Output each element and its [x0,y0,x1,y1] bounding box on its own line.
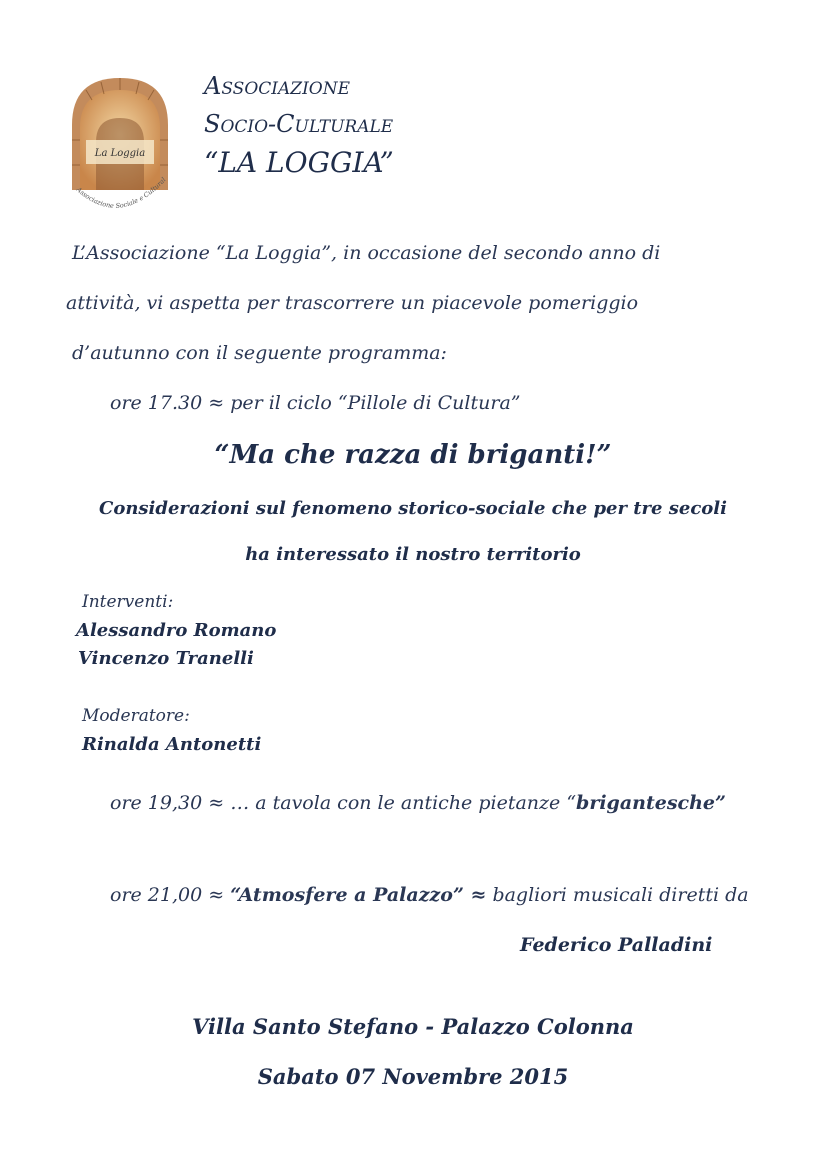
loggia-arch-logo [66,70,174,218]
logo [66,70,174,218]
event-subtitle-1: Considerazioni sul fenomeno storico-sociale che per tre secoli [99,498,727,519]
logo-arc-text: Associazione Sociale e Cultural [74,175,168,210]
moderator: Rinalda Antonetti [82,734,262,755]
program-item-3-highlight: “Atmosfere a Palazzo” ≈ [230,884,487,906]
program-item-3-time: ore 21,00 ≈ [110,884,231,906]
org-name-line3: “LA LOGGIA” [204,146,394,179]
org-name-line2: Socio-Culturale [204,110,394,138]
logo-text: La Loggia [94,148,146,159]
event-subtitle-2: ha interessato il nostro territorio [245,544,581,565]
program-item-2-highlight: brigantesche” [576,792,726,814]
interventi-label: Interventi: [82,592,174,612]
speaker-2: Vincenzo Tranelli [78,648,254,669]
venue: Villa Santo Stefano - Palazzo Colonna [192,1014,634,1039]
event-title: “Ma che razza di briganti!” [214,440,612,470]
intro-line-2: attività, vi aspetta per trascorrere un piacevole pomeriggio [66,292,639,314]
moderatore-label: Moderatore: [82,706,190,726]
program-item-1: ore 17.30 ≈ per il ciclo “Pillole di Cultura” [110,392,521,414]
program-item-2 [110,792,726,814]
event-date: Sabato 07 Novembre 2015 [257,1064,569,1089]
speaker-1: Alessandro Romano [76,620,277,641]
program-item-2-text: ore 19,30 ≈ … a tavola con le antiche pietanze “ [110,792,577,814]
program-item-3-text: bagliori musicali diretti da [486,884,749,906]
director: Federico Palladini [520,934,713,956]
org-name-line1: Associazione [204,72,351,100]
program-item-3 [110,884,749,906]
intro-line-1: L’Associazione “La Loggia”, in occasione del secondo anno di [72,242,661,264]
intro-line-3: d’autunno con il seguente programma: [72,342,447,364]
